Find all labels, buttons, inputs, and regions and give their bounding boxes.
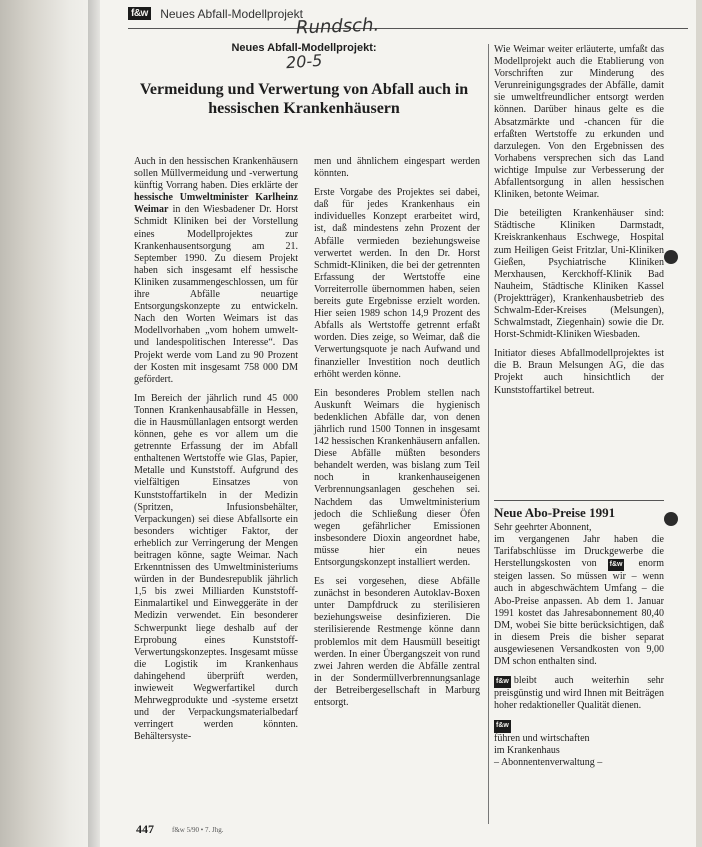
paragraph: Es sei vorgesehen, diese Abfälle zunächst in besonderen Autoklav-Boxen unter Dampfdruck zu sterilisieren beziehungsweise desinfizieren. Die sterilisierende Restmenge könne dann problemlos mit dem Hausmüll beseitigt werden. In einer Übergangszeit von rund zwei Jahren werden die Abfälle zentral in der Sondermüllverbrennungsanlage der Betreibergesellschaft in Marburg entsorgt. bbox=[314, 576, 480, 709]
article-column-1 bbox=[134, 156, 298, 751]
article-headline: Vermeidung und Verwertung von Abfall auch in hessischen Krankenhäusern bbox=[139, 81, 469, 117]
paragraph: men und ähnlichem eingespart werden könnten. bbox=[314, 156, 480, 180]
signature-line: – Abonnentenverwaltung – bbox=[494, 756, 603, 768]
text: Auch in den hessischen Krankenhäusern sollen Müllvermeidung und -verwertung künftig Vorrang haben. Dies erklärte der bbox=[134, 156, 298, 192]
book-spine bbox=[0, 0, 100, 847]
paragraph: Die beteiligten Krankenhäuser sind: Städtische Kliniken Darmstadt, Kreiskrankenhaus Eschwege, Hospital zum Heiligen Geist Fritzlar, Uni-Kliniken Gießen, Psychiatrische Kliniken Merxhausen, Kerckhoff-Klinik Bad Nauheim, Städtische Kliniken Kassel (Projektträger), Krankenhausbetrieb des Schwalm-Eder-Kreises (Melsungen), Schwalmstadt, Ziegenhain) sowie die Dr. Horst-Schmidt-Kliniken Wiesbaden. bbox=[494, 208, 664, 341]
article-column-3 bbox=[494, 44, 664, 404]
text: bleibt auch weiterhin sehr preisgünstig und wird Ihnen mit Beiträgen hoher redaktioneller Qualität dienen. bbox=[494, 675, 664, 712]
handwritten-note-top: Rundsch. bbox=[295, 14, 380, 39]
signature-line: im Krankenhaus bbox=[494, 744, 560, 756]
paragraph: Im Bereich der jährlich rund 45 000 Tonnen Krankenhausabfälle in Hessen, die in Hausmüllanlagen entsorgt werden können, gehe es vor allem um die getrennte Erfassung der im Abfall enthaltenen Wertstoffe wie Glas, Papier, Metalle und Kunststoff. Aufgrund des vielfältigen Einsatzes von Kunststoffartikeln in der Medizin (Spritzen, Infusionsbehälter, Verpackungen) sei diese Abfallsorte ein besonders wichtiger Faktor, der erheblich zur Verringerung der Mengen beitragen könne, sagte Weimar. Nach Erkenntnissen des Umweltministeriums würden in der Bundesrepublik jährlich 1,5 bis zwei Milliarden Kunststoff-Einmalartikel und Einweggeräte in der Medizin verwendet. Ein besonderer Schwerpunkt liege deshalb auf der Erprobung eines Kunststoff-Verwertungskonzeptes. Insgesamt müsse die Logistik im Krankenhaus dahingehend überprüft werden, inwieweit Wegwerfartikel durch Mehrwegprodukte und -systeme ersetzt und der Verpackungsmaterialbedarf verringert werden könnten. Behältersyste- bbox=[134, 392, 298, 743]
page-number: 447 bbox=[136, 822, 154, 836]
fw-logo: f&w bbox=[608, 559, 625, 571]
article-column-2 bbox=[314, 156, 480, 716]
text: Sehr geehrter Abonnent, im vergangenen Jahr haben die Tarifabschlüsse im Druckgewerbe die Herstellungskosten von bbox=[494, 522, 664, 570]
fw-logo: f&w bbox=[494, 676, 511, 688]
punch-hole bbox=[664, 512, 678, 526]
text: in den Wiesbadener Dr. Horst Schmidt Kliniken bei der Vorstellung eines Modellprojektes zur Krankenhausentsorgung am 21. September 1990. Zu diesem Projekt haben sich insgesamt elf hessische Kliniken zusammengeschlossen, um für ihre Abfälle neuartige Entsorgungskonzepte zu entwickeln. Nach den Worten Weimars ist das Modellvorhaben „vom hohem umwelt- und landespolitischen Interesse“. Das Projekt werde vom Land zu 90 Prozent der Kosten mit insgesamt 758 000 DM gefördert. bbox=[134, 204, 298, 385]
paragraph bbox=[134, 156, 298, 386]
bold-text: hessische Umweltminister Karlheinz Weimar bbox=[134, 192, 298, 216]
running-header bbox=[128, 6, 688, 29]
handwritten-note-mid: 20-5 bbox=[285, 50, 323, 73]
page-edge bbox=[696, 0, 702, 847]
paragraph bbox=[494, 675, 664, 712]
signature-line: führen und wirtschaften bbox=[494, 732, 590, 744]
running-header-title: Neues Abfall-Modellprojekt bbox=[160, 6, 303, 21]
text: enorm steigen lassen. So müssen wir – wenn auch in abgeschwächtem Umfang – die Abo-Preise anpassen. Ab dem 1. Januar 1991 kostet das Jahresabonnement 80,40 DM, wobei Sie bitte berücksichtigen, daß in diesem Preis die bisher separat ausgewiesenen Versandkosten von 9,00 DM schon enthalten sind. bbox=[494, 558, 664, 668]
paragraph: Wie Weimar weiter erläuterte, umfaßt das Modellprojekt auch die Etablierung von Vorschriften zur Minderung des Verunreinigungsgrades der Abfälle, damit sie umweltfreundlicher entsorgt werden können. Darüber hinaus gelte es die Absatzmärkte und -chancen für die erfaßten Wertstoffe zu erkunden und darzulegen. Von den Ergebnissen des Vorhabens versprechen sich das Land wichtige Impulse zur Verbesserung der Abfallentsorgung in allen hessischen Kliniken, betonte Weimar. bbox=[494, 44, 664, 201]
abo-box-title: Neue Abo-Preise 1991 bbox=[494, 500, 664, 521]
signature-lines bbox=[494, 733, 664, 769]
paragraph bbox=[494, 522, 664, 668]
article-kicker: Neues Abfall-Modellprojekt: bbox=[231, 42, 377, 54]
paragraph: Ein besonderes Problem stellen nach Auskunft Weimars die hygienisch bedenklichen Abfälle dar, von denen jährlich rund 1500 Tonnen in insgesamt 142 hessischen Krankenhäusern anfallen. Diese Abfälle müßten besonders behandelt werden, was bislang zum Teil noch in krankenhauseigenen Verbrennungsanlagen geschehen sei. Nachdem das Umweltministerium jedoch die Schließung dieser Öfen wegen gefährlicher Emissionen insbesondere Dioxin angeordnet habe, müsse hier ein neues Entsorgungskonzept installiert werden. bbox=[314, 387, 480, 568]
punch-hole bbox=[664, 250, 678, 264]
signature bbox=[494, 719, 664, 768]
column-divider bbox=[488, 44, 489, 824]
abo-box bbox=[494, 522, 664, 769]
fw-logo: f&w bbox=[128, 7, 151, 20]
paragraph: Initiator dieses Abfallmodellprojektes ist die B. Braun Melsungen AG, die das Projekt auch hinsichtlich der Kunststoffartikel betreut. bbox=[494, 348, 664, 396]
footer-note: f&w 5/90 • 7. Jhg. bbox=[172, 826, 224, 834]
paragraph: Erste Vorgabe des Projektes sei dabei, daß für jedes Krankenhaus ein individuelles Konzept erarbeitet wird, ist, daß mindestens zehn Prozent der Abfälle vermieden beziehungsweise verwertet werden. In den Dr. Horst Schmidt-Kliniken, die bei der getrennten Erfassung der Wertstoffe eine Vorreiterrolle übernommen haben, seien bereits gute Ergebnisse erzielt worden. Hier seien 1989 schon 14,9 Prozent des Abfalls als Wertstoffe getrennt erfaßt worden. Dies zeige, so Weimar, daß die Verwertungsquote je nach Aufwand und finanzieller Investition noch deutlich erhöht werden könne. bbox=[314, 187, 480, 380]
fw-logo: f&w bbox=[494, 720, 511, 732]
